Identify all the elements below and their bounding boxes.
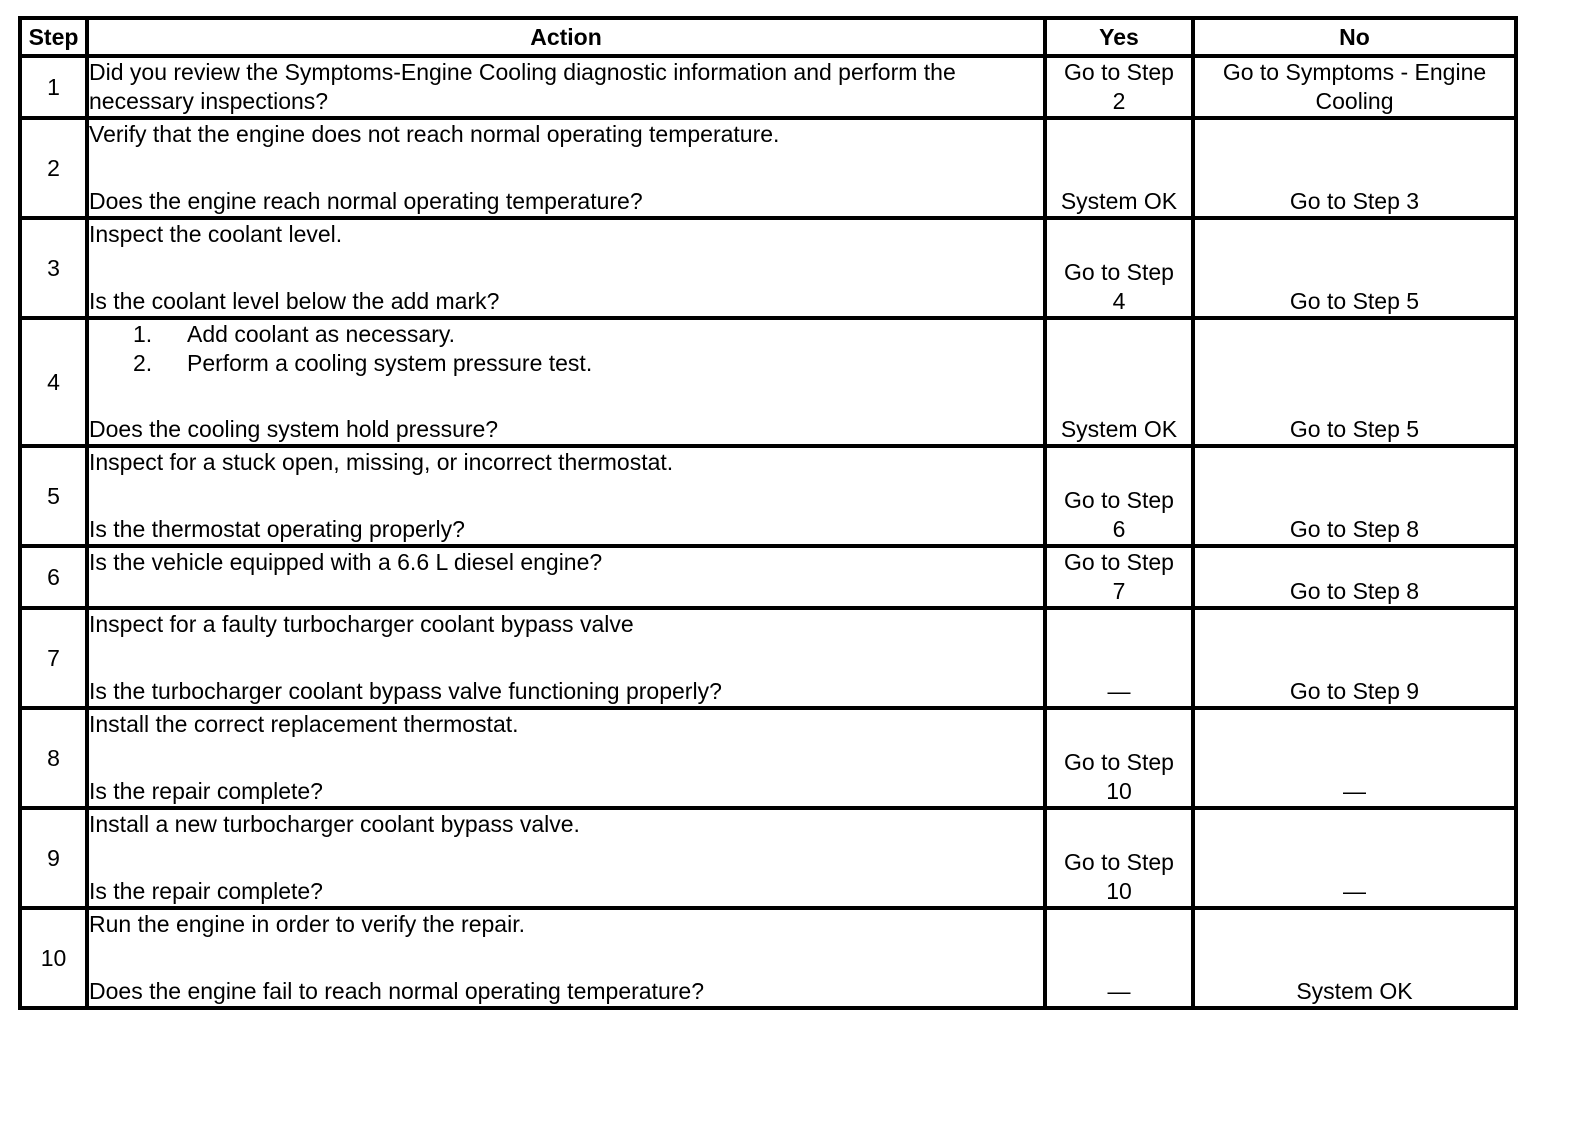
step-number: 2 xyxy=(20,118,87,218)
table-row xyxy=(20,446,1516,546)
step-number: 6 xyxy=(20,546,87,608)
header-row xyxy=(20,18,1516,56)
action-question: Does the engine fail to reach normal operating temperature? xyxy=(89,978,704,1004)
action-text: Is the vehicle equipped with a 6.6 L diesel engine? xyxy=(89,549,603,575)
action-question: Is the repair complete? xyxy=(89,878,323,904)
action-question: Is the turbocharger coolant bypass valve functioning properly? xyxy=(89,678,722,704)
yes-cell xyxy=(1045,218,1193,318)
action-text: Run the engine in order to verify the repair. xyxy=(89,911,525,937)
no-cell: Go to Step 9 xyxy=(1193,608,1516,708)
yes-cell xyxy=(1045,708,1193,808)
sub-step-list xyxy=(89,320,1043,378)
no-cell: — xyxy=(1193,808,1516,908)
table-row xyxy=(20,546,1516,608)
step-number: 3 xyxy=(20,218,87,318)
header-action: Action xyxy=(87,18,1045,56)
no-cell: Go to Step 3 xyxy=(1193,118,1516,218)
action-text: Inspect for a faulty turbocharger coolant bypass valve xyxy=(89,611,634,637)
step-number: 7 xyxy=(20,608,87,708)
table-row xyxy=(20,118,1516,218)
yes-line-2: 2 xyxy=(1112,88,1126,114)
action-cell xyxy=(87,908,1045,1008)
yes-line-2: 10 xyxy=(1106,778,1132,804)
yes-cell: — xyxy=(1045,908,1193,1008)
step-number: 8 xyxy=(20,708,87,808)
action-question: Does the cooling system hold pressure? xyxy=(89,416,499,442)
header-no: No xyxy=(1193,18,1516,56)
yes-line-1: Go to Step xyxy=(1064,259,1174,285)
action-cell xyxy=(87,808,1045,908)
no-line-1: Go to Symptoms - Engine xyxy=(1222,59,1487,85)
no-cell: System OK xyxy=(1193,908,1516,1008)
yes-cell xyxy=(1045,56,1193,118)
step-number: 4 xyxy=(20,318,87,446)
yes-line-1: Go to Step xyxy=(1064,549,1174,575)
yes-line-2: 7 xyxy=(1112,578,1126,604)
no-line-2: Cooling xyxy=(1315,88,1394,114)
step-number: 9 xyxy=(20,808,87,908)
action-question: Does the engine reach normal operating temperature? xyxy=(89,188,643,214)
step-number: 1 xyxy=(20,56,87,118)
sub-step-number: 1. xyxy=(133,321,153,347)
action-text: Install the correct replacement thermostat. xyxy=(89,711,519,737)
action-text: Did you review the Symptoms-Engine Cooling diagnostic information and perform the necessary inspections? xyxy=(89,59,956,114)
table-row xyxy=(20,708,1516,808)
no-cell: — xyxy=(1193,708,1516,808)
yes-cell: System OK xyxy=(1045,318,1193,446)
action-cell xyxy=(87,608,1045,708)
header-step: Step xyxy=(20,18,87,56)
action-cell xyxy=(87,708,1045,808)
action-question: Is the repair complete? xyxy=(89,778,323,804)
no-cell: Go to Step 8 xyxy=(1193,546,1516,608)
action-text: Verify that the engine does not reach normal operating temperature. xyxy=(89,121,780,147)
sub-step xyxy=(89,349,1043,378)
yes-line-1: Go to Step xyxy=(1064,749,1174,775)
table-row xyxy=(20,808,1516,908)
sub-step-number: 2. xyxy=(133,350,153,376)
yes-cell xyxy=(1045,446,1193,546)
sub-step xyxy=(89,320,1043,349)
action-text: Inspect for a stuck open, missing, or incorrect thermostat. xyxy=(89,449,674,475)
action-text: Install a new turbocharger coolant bypass valve. xyxy=(89,811,580,837)
sub-step-text: Perform a cooling system pressure test. xyxy=(187,350,593,376)
sub-step-text: Add coolant as necessary. xyxy=(187,321,456,347)
action-cell xyxy=(87,318,1045,446)
yes-line-1: Go to Step xyxy=(1064,59,1174,85)
yes-line-1: Go to Step xyxy=(1064,487,1174,513)
action-cell xyxy=(87,56,1045,118)
action-cell xyxy=(87,118,1045,218)
yes-line-1: Go to Step xyxy=(1064,849,1174,875)
table-row xyxy=(20,318,1516,446)
step-number: 10 xyxy=(20,908,87,1008)
yes-line-2: 4 xyxy=(1112,288,1126,314)
step-number: 5 xyxy=(20,446,87,546)
table-row xyxy=(20,218,1516,318)
diagnostic-table xyxy=(18,16,1518,1010)
action-cell xyxy=(87,546,1045,608)
yes-cell: System OK xyxy=(1045,118,1193,218)
yes-cell: — xyxy=(1045,608,1193,708)
yes-line-2: 6 xyxy=(1112,516,1126,542)
action-question: Is the coolant level below the add mark? xyxy=(89,288,500,314)
no-cell: Go to Step 5 xyxy=(1193,318,1516,446)
header-yes: Yes xyxy=(1045,18,1193,56)
no-cell: Go to Step 5 xyxy=(1193,218,1516,318)
yes-cell xyxy=(1045,808,1193,908)
no-cell: Go to Step 8 xyxy=(1193,446,1516,546)
yes-cell xyxy=(1045,546,1193,608)
table-row xyxy=(20,56,1516,118)
action-question: Is the thermostat operating properly? xyxy=(89,516,465,542)
no-cell xyxy=(1193,56,1516,118)
action-cell xyxy=(87,218,1045,318)
yes-line-2: 10 xyxy=(1106,878,1132,904)
table-row xyxy=(20,908,1516,1008)
table-row xyxy=(20,608,1516,708)
action-cell xyxy=(87,446,1045,546)
action-text: Inspect the coolant level. xyxy=(89,221,343,247)
